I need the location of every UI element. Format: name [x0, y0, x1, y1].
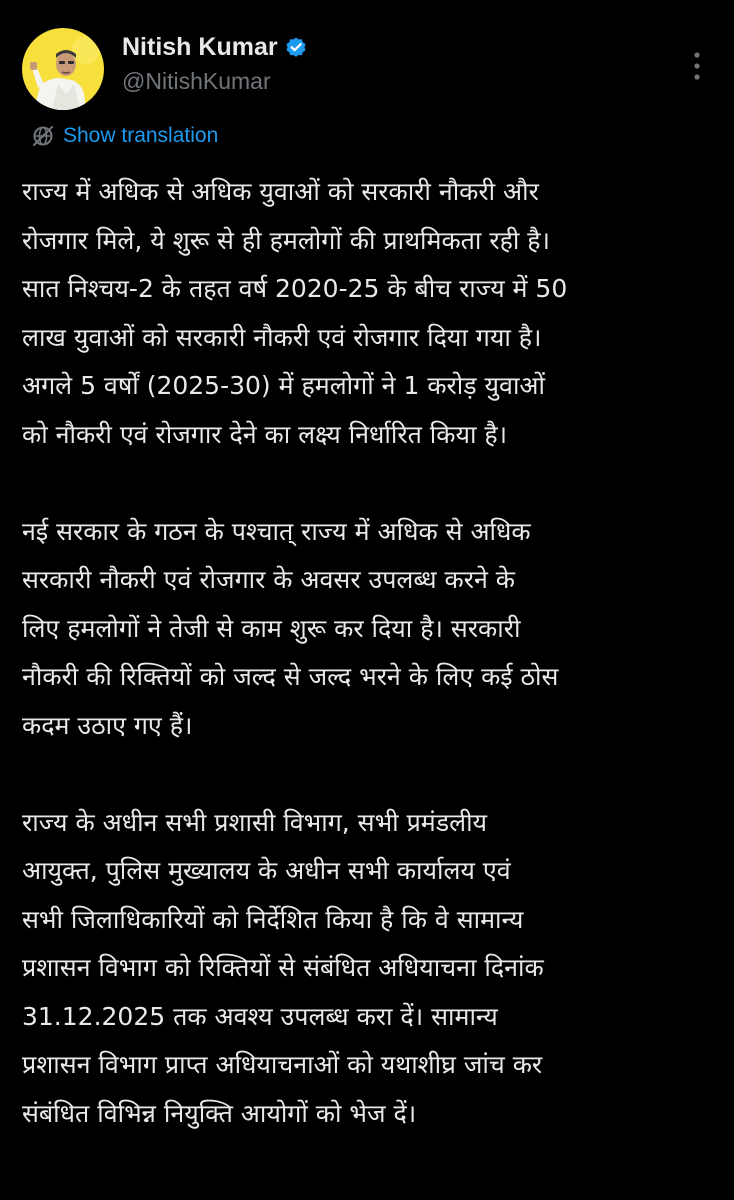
author-handle[interactable]: @NitishKumar — [122, 68, 271, 94]
tweet-line: सरकारी नौकरी एवं रोजगार के अवसर उपलब्ध करने के — [22, 565, 515, 594]
more-vertical-icon — [693, 51, 701, 81]
tweet-line: रोजगार मिले, ये शुरू से ही हमलोगों की प्राथमिकता रही है। — [22, 225, 551, 255]
tweet-paragraph-1 — [22, 168, 722, 459]
tweet-header — [22, 24, 712, 108]
tweet-line: राज्य में अधिक से अधिक युवाओं को सरकारी नौकरी और — [22, 177, 539, 206]
verified-badge-icon — [284, 35, 308, 59]
tweet-paragraph-2 — [22, 508, 722, 751]
tweet-line: प्रशासन विभाग को रिक्तियों से संबंधित अधियाचना दिनांक — [22, 953, 544, 982]
author-display-name[interactable]: Nitish Kumar — [122, 32, 278, 61]
author-name-row — [122, 30, 308, 64]
tweet-line: लिए हमलोगों ने तेजी से काम शुरू कर दिया है। सरकारी — [22, 613, 521, 643]
avatar[interactable] — [22, 28, 104, 110]
show-translation-label[interactable]: Show translation — [63, 124, 219, 147]
tweet-line: राज्य के अधीन सभी प्रशासी विभाग, सभी प्रमंडलीय — [22, 807, 488, 837]
tweet-line: सात निश्चय-2 के तहत वर्ष 2020-25 के बीच राज्य में 50 — [22, 274, 568, 303]
tweet-line: लाख युवाओं को सरकारी नौकरी एवं रोजगार दिया गया है। — [22, 322, 542, 352]
tweet-line: अगले 5 वर्षों (2025-30) में हमलोगों ने 1 करोड़ युवाओं — [22, 371, 545, 400]
tweet-paragraph-3 — [22, 799, 722, 1139]
tweet-line: 31.12.2025 तक अवश्य उपलब्ध करा दें। सामान्य — [22, 1001, 498, 1031]
more-options-button[interactable] — [682, 44, 712, 88]
tweet-line: सभी जिलाधिकारियों को निर्देशित किया है कि वे सामान्य — [22, 904, 524, 934]
profile-photo-icon — [22, 28, 104, 110]
tweet-line: नई सरकार के गठन के पश्चात् राज्य में अधिक से अधिक — [22, 516, 531, 546]
tweet-line: आयुक्त, पुलिस मुख्यालय के अधीन सभी कार्यालय एवं — [22, 856, 511, 885]
tweet-line: संबंधित विभिन्न नियुक्ति आयोगों को भेज दें। — [22, 1098, 417, 1128]
tweet-line: को नौकरी एवं रोजगार देने का लक्ष्य निर्धारित किया है। — [22, 419, 508, 449]
tweet-line: नौकरी की रिक्तियों को जल्द से जल्द भरने के लिए कई ठोस — [22, 662, 559, 691]
tweet-line: प्रशासन विभाग प्राप्त अधियाचनाओं को यथाशीघ्र जांच कर — [22, 1050, 543, 1079]
tweet-text — [22, 168, 722, 1138]
show-translation-link[interactable] — [32, 120, 218, 152]
tweet-line: कदम उठाए गए हैं। — [22, 710, 193, 740]
globe-icon — [32, 125, 54, 147]
